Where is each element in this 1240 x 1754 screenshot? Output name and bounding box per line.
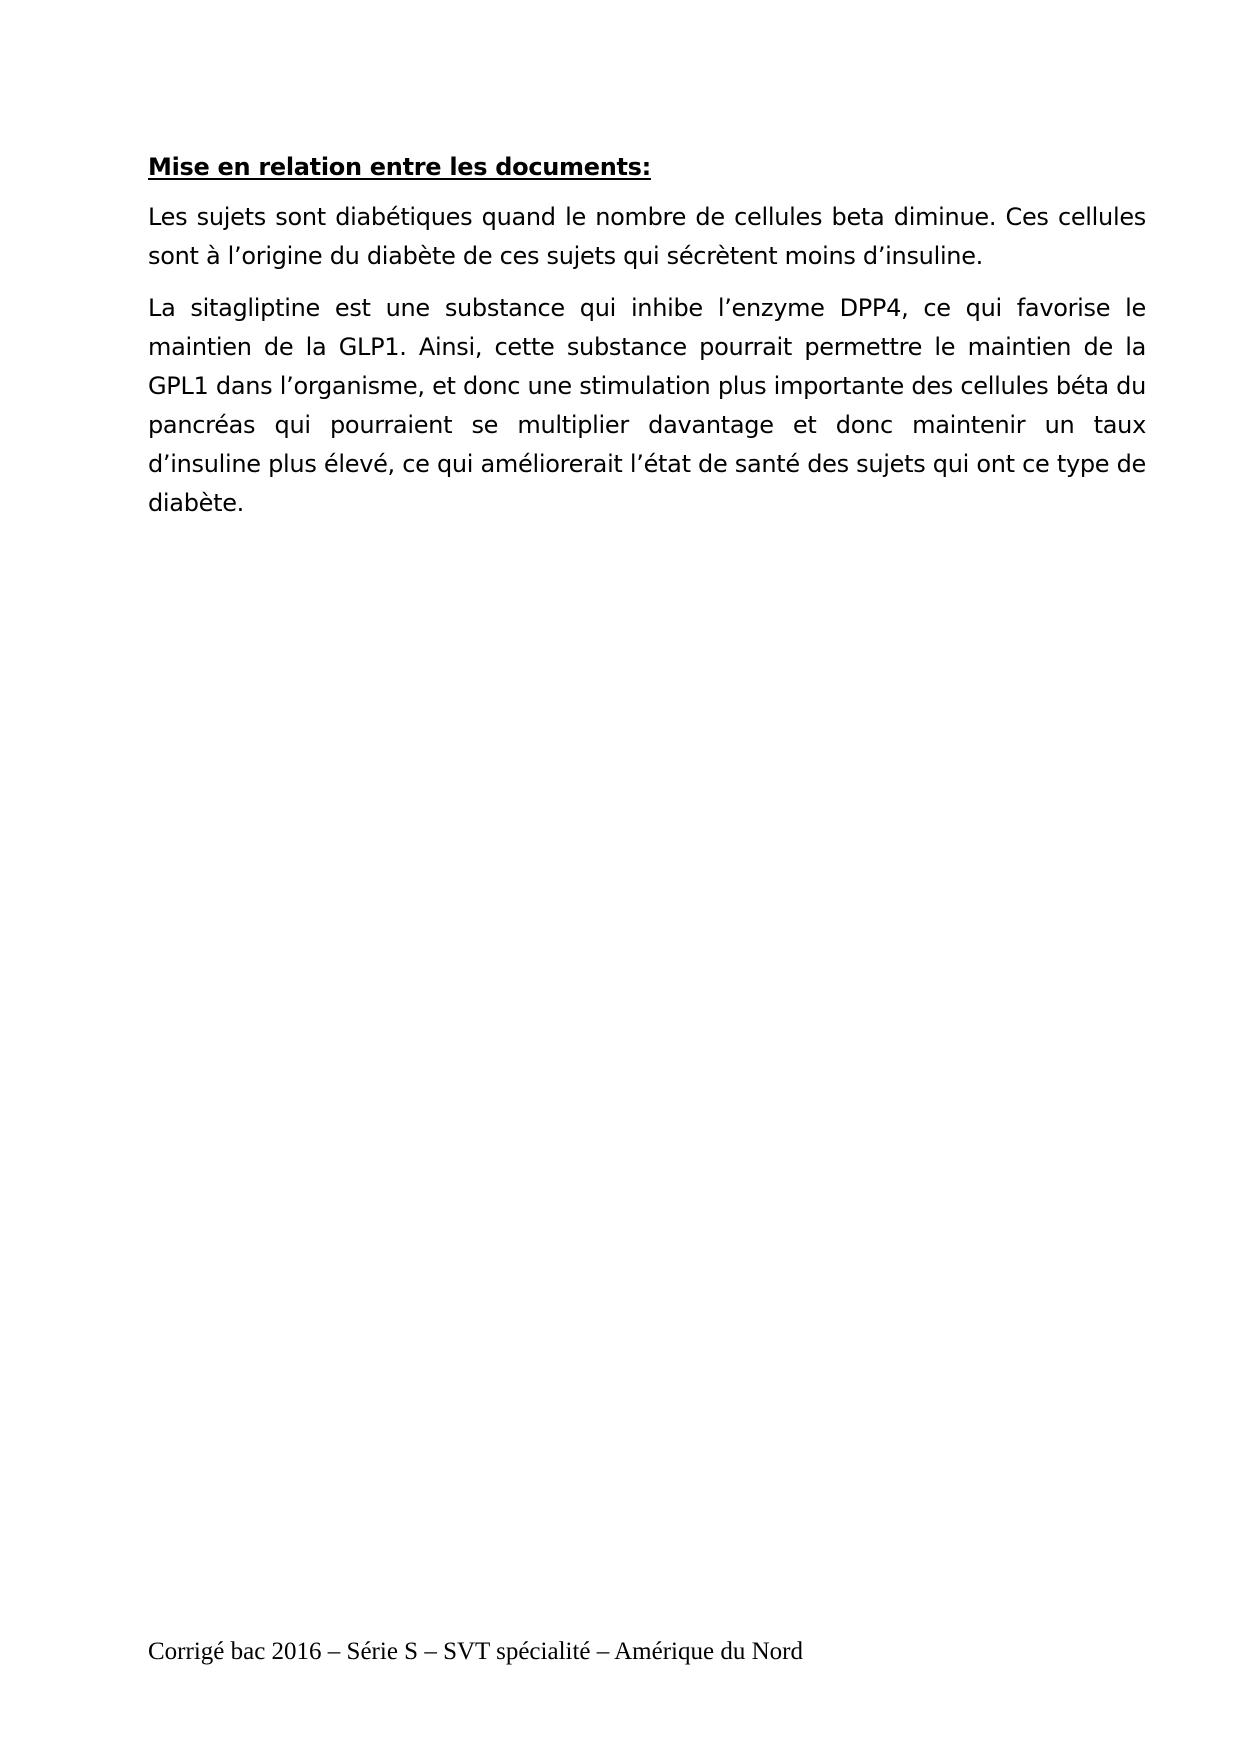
paragraph-sitagliptine: La sitagliptine est une substance qui inhibe l’enzyme DPP4, ce qui favorise le maintien de la GLP1. Ainsi, cette substance pourrait permettre le maintien de la GPL1 dans l’organisme, et donc une stimulation plus importante des cellules béta du pancréas qui pourraient se multiplier davantage et donc maintenir un taux d’insuline plus élevé, ce qui améliorerait l’état de santé des sujets qui ont ce type de diabète. [148,294,1146,517]
section-heading: Mise en relation entre les documents: [148,153,651,181]
paragraph-cellules-beta: Les sujets sont diabétiques quand le nombre de cellules beta diminue. Ces cellules sont à l’origine du diabète de ces sujets qui sécrètent moins d’insuline. [148,203,1146,270]
page-footer: Corrigé bac 2016 – Série S – SVT spécialité – Amérique du Nord [148,1638,803,1665]
document-body [148,148,1146,536]
